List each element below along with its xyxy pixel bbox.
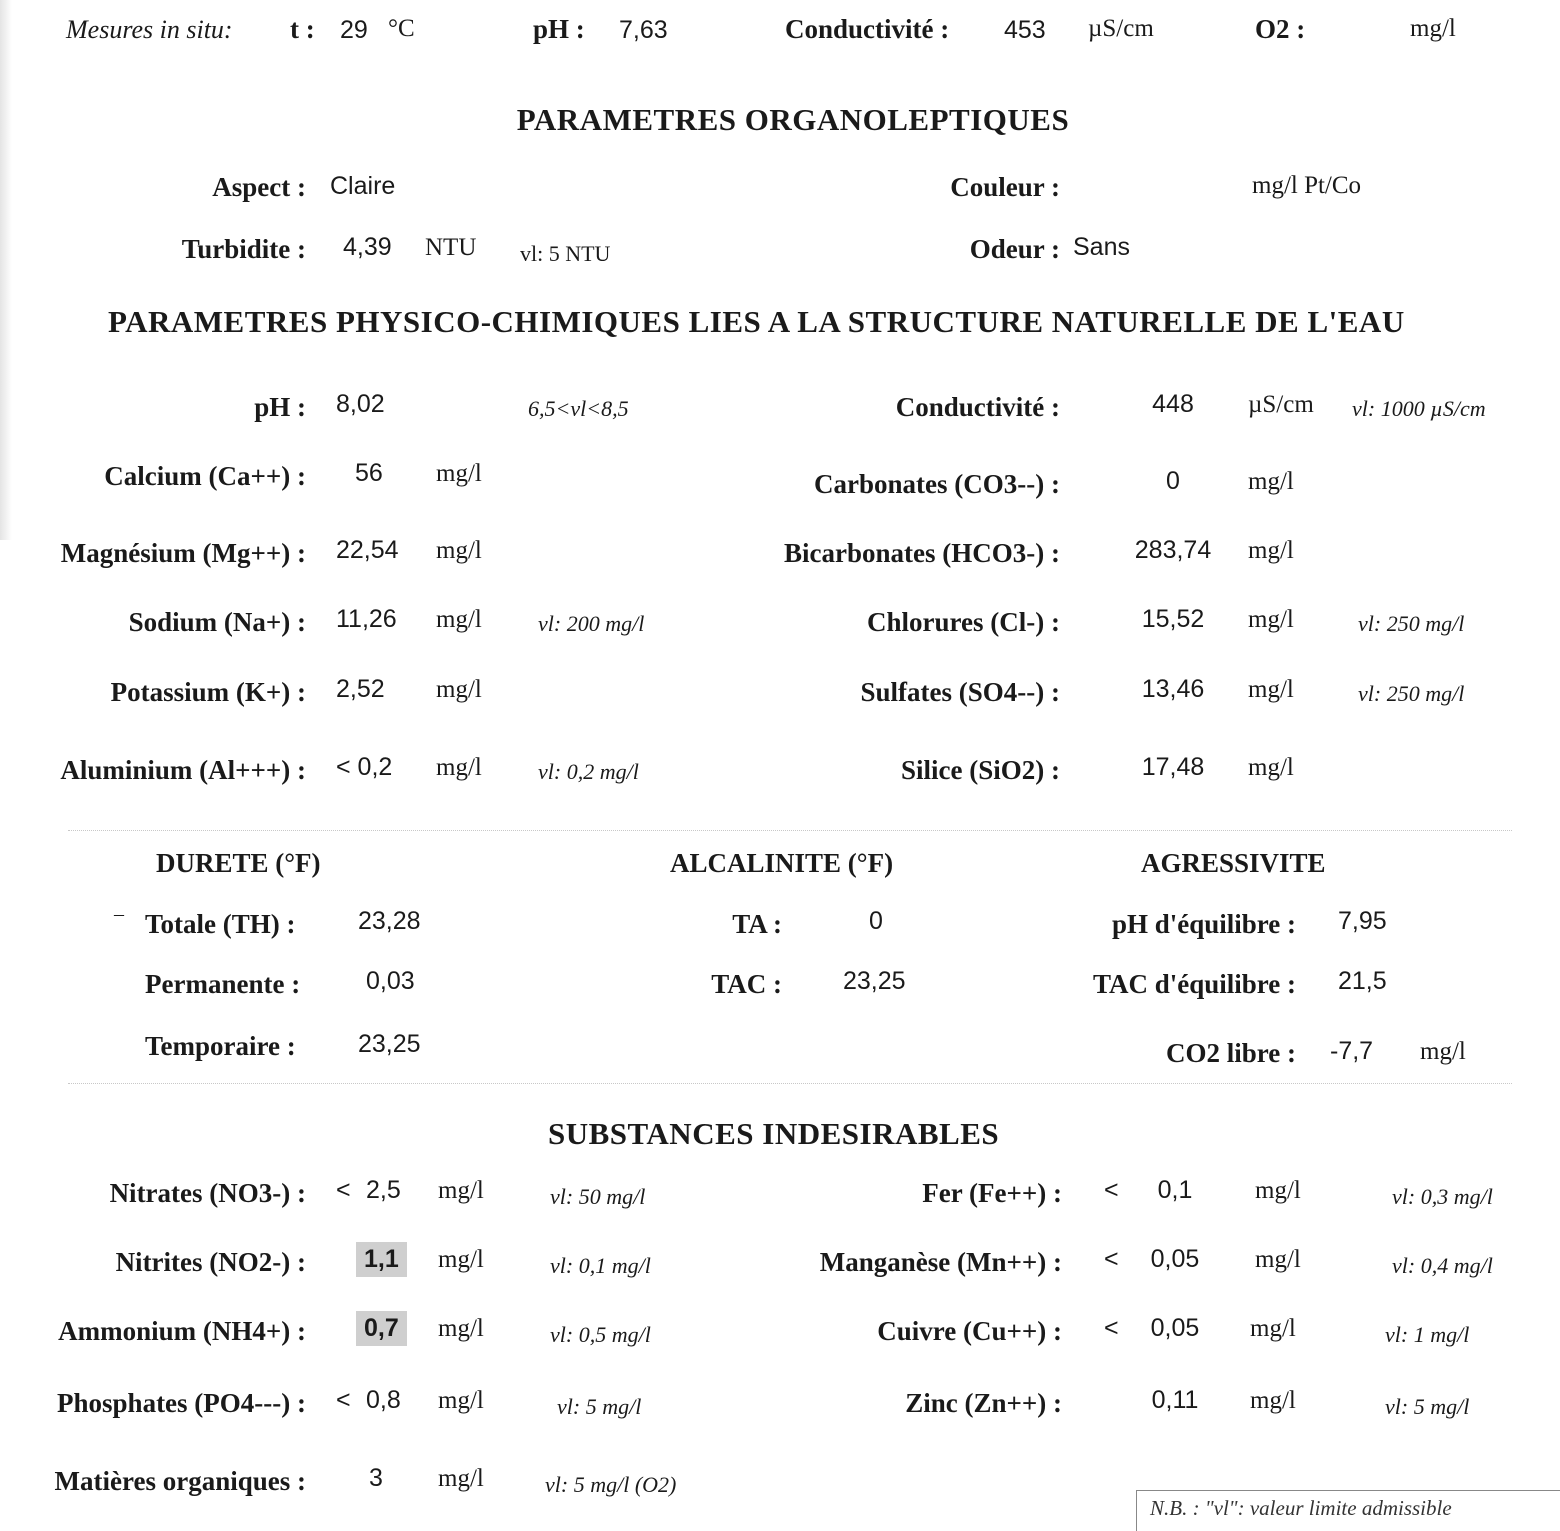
physico-left-value: 56 <box>355 459 383 487</box>
aspect-label: Aspect : <box>212 172 306 202</box>
indesirable-right-limit: vl: 5 mg/l <box>1385 1394 1470 1419</box>
physico-right-limit: vl: 250 mg/l <box>1358 611 1465 636</box>
insitu-o2-label: O2 : <box>1255 14 1306 44</box>
indesirable-right-value: 0,11 <box>1151 1386 1199 1414</box>
physico-left-unit: mg/l <box>436 676 482 703</box>
indesirable-right-unit: mg/l <box>1255 1246 1301 1273</box>
physico-right-value: 15,52 <box>1141 605 1205 633</box>
physico-left-value: 11,26 <box>336 605 397 633</box>
physico-right-limit: vl: 250 mg/l <box>1358 681 1465 706</box>
insitu-cond-value: 453 <box>1004 16 1046 44</box>
indesirable-right-limit: vl: 0,4 mg/l <box>1392 1253 1493 1278</box>
indesirable-right-value: 0,05 <box>1150 1314 1200 1342</box>
th-value: 23,28 <box>358 907 421 935</box>
indesirable-left-limit: vl: 50 mg/l <box>550 1184 646 1209</box>
physico-left-label: Calcium (Ca++) : <box>104 461 306 491</box>
indesirable-left-value: 0,7 <box>356 1311 407 1346</box>
indesirables-title: SUBSTANCES INDESIRABLES <box>548 1116 1000 1151</box>
turbidite-vl: vl: 5 NTU <box>520 241 611 266</box>
physico-left-limit: 6,5<vl<8,5 <box>528 396 629 421</box>
physico-right-limit: vl: 1000 µS/cm <box>1352 396 1486 421</box>
physico-right-label: Silice (SiO2) : <box>901 755 1060 785</box>
indesirable-right-limit: vl: 1 mg/l <box>1385 1322 1470 1347</box>
odeur-label: Odeur : <box>969 234 1060 264</box>
physico-right-unit: mg/l <box>1248 676 1294 703</box>
physico-right-value: 283,74 <box>1134 536 1212 564</box>
physico-right-unit: µS/cm <box>1248 391 1314 418</box>
insitu-t-unit: °C <box>388 15 415 42</box>
permanente-label: Permanente : <box>145 969 301 999</box>
physico-right-label: Chlorures (Cl-) : <box>867 607 1060 637</box>
physico-left-unit: mg/l <box>436 754 482 781</box>
organo-title: PARAMETRES ORGANOLEPTIQUES <box>516 102 1070 137</box>
indesirable-left-limit: vl: 0,1 mg/l <box>550 1253 651 1278</box>
turbidite-label: Turbidite : <box>181 234 306 264</box>
tac-equilibre-value: 21,5 <box>1338 967 1387 995</box>
tac-value: 23,25 <box>843 967 906 995</box>
couleur-label: Couleur : <box>950 172 1060 202</box>
tac-equilibre-label: TAC d'équilibre : <box>1092 969 1296 999</box>
th-label: Totale (TH) : <box>145 909 296 939</box>
indesirable-left-limit: vl: 0,5 mg/l <box>550 1322 651 1347</box>
physico-right-unit: mg/l <box>1248 754 1294 781</box>
indesirable-left-prefix: < <box>336 1386 351 1414</box>
physico-title: PARAMETRES PHYSICO-CHIMIQUES LIES A LA STRUCTURE NATURELLE DE L'EAU <box>108 304 1405 339</box>
indesirable-left-label: Phosphates (PO4---) : <box>57 1388 306 1418</box>
co2-libre-label: CO2 libre : <box>1166 1038 1296 1068</box>
indesirable-right-value: 0,1 <box>1157 1176 1193 1204</box>
indesirable-left-label: Nitrites (NO2-) : <box>115 1247 306 1277</box>
indesirable-right-unit: mg/l <box>1255 1177 1301 1204</box>
physico-left-value: < 0,2 <box>336 753 393 781</box>
indesirable-left-value: 1,1 <box>356 1242 407 1277</box>
indesirable-left-unit: mg/l <box>438 1387 484 1414</box>
ph-equilibre-value: 7,95 <box>1338 907 1387 935</box>
indesirable-left-label: Ammonium (NH4+) : <box>58 1316 306 1346</box>
temporaire-label: Temporaire : <box>145 1031 296 1061</box>
temporaire-value: 23,25 <box>358 1030 421 1058</box>
physico-left-value: 8,02 <box>336 390 385 418</box>
indesirable-left-label: Nitrates (NO3-) : <box>109 1178 306 1208</box>
indesirable-left-value: 0,8 <box>366 1386 401 1414</box>
physico-right-unit: mg/l <box>1248 606 1294 633</box>
indesirable-left-unit: mg/l <box>438 1246 484 1273</box>
indesirable-left-unit: mg/l <box>438 1315 484 1342</box>
dash-mark: – <box>114 903 124 925</box>
physico-left-unit: mg/l <box>436 460 482 487</box>
insitu-cond-unit: µS/cm <box>1088 15 1154 42</box>
physico-left-label: pH : <box>254 392 306 422</box>
tac-label: TAC : <box>711 969 782 999</box>
physico-left-unit: mg/l <box>436 606 482 633</box>
indesirable-right-label: Zinc (Zn++) : <box>905 1388 1062 1418</box>
turbidite-unit: NTU <box>425 234 477 261</box>
co2-libre-value: -7,7 <box>1330 1037 1374 1065</box>
agressivite-title: AGRESSIVITE <box>1141 848 1326 878</box>
physico-right-value: 17,48 <box>1141 753 1205 781</box>
ta-value: 0 <box>869 907 883 935</box>
co2-libre-unit: mg/l <box>1420 1038 1466 1065</box>
ta-label: TA : <box>732 909 782 939</box>
odeur-value: Sans <box>1073 233 1130 261</box>
indesirable-right-label: Cuivre (Cu++) : <box>877 1316 1062 1346</box>
physico-right-label: Sulfates (SO4--) : <box>860 677 1060 707</box>
aspect-value: Claire <box>330 172 396 200</box>
physico-left-value: 2,52 <box>336 675 385 703</box>
indesirable-right-prefix: < <box>1104 1314 1119 1342</box>
indesirable-right-unit: mg/l <box>1250 1315 1296 1342</box>
indesirable-left-value: 3 <box>369 1464 383 1492</box>
indesirable-right-label: Manganèse (Mn++) : <box>819 1247 1062 1277</box>
indesirable-left-label: Matières organiques : <box>54 1466 306 1496</box>
indesirable-left-unit: mg/l <box>438 1465 484 1492</box>
physico-left-label: Potassium (K+) : <box>110 677 306 707</box>
physico-right-value: 0 <box>1166 467 1180 495</box>
physico-left-label: Magnésium (Mg++) : <box>60 538 306 568</box>
physico-right-unit: mg/l <box>1248 537 1294 564</box>
physico-left-unit: mg/l <box>436 537 482 564</box>
indesirable-left-limit: vl: 5 mg/l <box>557 1394 642 1419</box>
physico-right-label: Conductivité : <box>895 392 1060 422</box>
indesirable-left-limit: vl: 5 mg/l (O2) <box>545 1472 677 1497</box>
insitu-ph-value: 7,63 <box>619 16 668 44</box>
couleur-unit: mg/l Pt/Co <box>1252 172 1362 199</box>
physico-left-label: Aluminium (Al+++) : <box>60 755 306 785</box>
physico-right-unit: mg/l <box>1248 468 1294 495</box>
physico-left-limit: vl: 200 mg/l <box>538 611 645 636</box>
insitu-cond-label: Conductivité : <box>785 14 950 44</box>
indesirable-left-value: 2,5 <box>366 1176 401 1204</box>
alcalinite-title: ALCALINITE (°F) <box>670 848 894 878</box>
scan-edge-shadow <box>0 0 12 540</box>
indesirable-right-label: Fer (Fe++) : <box>922 1178 1062 1208</box>
durete-title: DURETE (°F) <box>156 848 321 878</box>
permanente-value: 0,03 <box>366 967 415 995</box>
indesirable-left-prefix: < <box>336 1176 351 1204</box>
insitu-ph-label: pH : <box>533 14 585 44</box>
physico-right-label: Carbonates (CO3--) : <box>814 469 1060 499</box>
indesirable-right-value: 0,05 <box>1150 1245 1200 1273</box>
indesirable-right-prefix: < <box>1104 1245 1119 1273</box>
footnote-text: N.B. : "vl": valeur limite admissible <box>1150 1496 1452 1520</box>
insitu-label: Mesures in situ: <box>66 15 233 44</box>
indesirable-right-limit: vl: 0,3 mg/l <box>1392 1184 1493 1209</box>
physico-right-label: Bicarbonates (HCO3-) : <box>784 538 1060 568</box>
physico-left-limit: vl: 0,2 mg/l <box>538 759 639 784</box>
indesirable-left-unit: mg/l <box>438 1177 484 1204</box>
physico-right-value: 13,46 <box>1141 675 1205 703</box>
turbidite-value: 4,39 <box>343 233 392 261</box>
indesirable-right-unit: mg/l <box>1250 1387 1296 1414</box>
physico-left-value: 22,54 <box>336 536 399 564</box>
indesirable-right-prefix: < <box>1104 1176 1119 1204</box>
physico-left-label: Sodium (Na+) : <box>128 607 306 637</box>
ph-equilibre-label: pH d'équilibre : <box>1111 909 1296 939</box>
insitu-t-value: 29 <box>340 16 368 44</box>
insitu-t-label: t : <box>290 14 315 44</box>
insitu-o2-unit: mg/l <box>1410 15 1456 42</box>
physico-right-value: 448 <box>1152 390 1194 418</box>
